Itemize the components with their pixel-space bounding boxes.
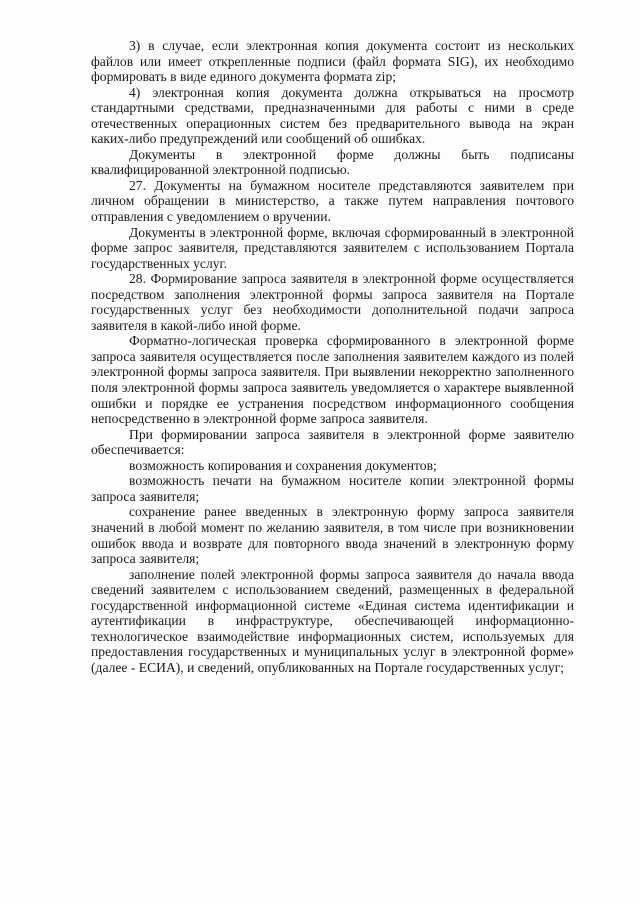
paragraph-electronic-docs: Документы в электронной форме, включая сформированный в электронной форме запрос заявителя, представляются заявителем с использованием Портала государственных услуг. <box>91 224 574 271</box>
document-body <box>91 38 574 675</box>
paragraph-provisions-intro: При формировании запроса заявителя в электронной форме заявителю обеспечивается: <box>91 426 574 458</box>
paragraph-esia: заполнение полей электронной формы запроса заявителя до начала ввода сведений заявителем с использованием сведений, размещенных в федеральной государственной информационной системе «Единая система идентификации и аутентификации в инфраструктуре, обеспечивающей информационно-технологическое взаимодействие информационных систем, используемых для предоставления государственных и муниципальных услуг в электронной форме» (далее - ЕСИА), и сведений, опубликованных на Портале государственных услуг; <box>91 566 574 675</box>
paragraph-format-check: Форматно-логическая проверка сформированного в электронной форме запроса заявителя осуществляется после заполнения заявителем каждого из полей электронной формы запроса заявителя. При выявлении некорректно заполненного поля электронной формы запроса заявитель уведомляется о характере выявленной ошибки и порядке ее устранения посредством информационного сообщения непосредственно в электронной форме запроса заявителя. <box>91 333 574 427</box>
paragraph-copy-save: возможность копирования и сохранения документов; <box>129 457 437 473</box>
paragraph-28: 28. Формирование запроса заявителя в электронной форме осуществляется посредством заполнения электронной формы запроса заявителя на Портале государственных услуг без необходимости дополнительной подачи запроса заявителя в какой-либо иной форме. <box>91 271 574 333</box>
paragraph-signature: Документы в электронной форме должны быть подписаны квалифицированной электронной подписью. <box>91 146 574 178</box>
paragraph-save-values: сохранение ранее введенных в электронную форму запроса заявителя значений в любой момент по желанию заявителя, в том числе при возникновении ошибок ввода и возврате для повторного ввода значений в электронную форму запроса заявителя; <box>91 504 574 567</box>
paragraph-print: возможность печати на бумажном носителе копии электронной формы запроса заявителя; <box>91 473 574 504</box>
paragraph-item-3: 3) в случае, если электронная копия документа состоит из нескольких файлов или имеет открепленные подписи (файл формата SIG), их необходимо формировать в виде единого документа формата zip; <box>91 38 574 85</box>
paragraph-27: 27. Документы на бумажном носителе представляются заявителем при личном обращении в министерство, а также путем направления почтового отправления с уведомлением о вручении. <box>91 177 574 225</box>
paragraph-item-4: 4) электронная копия документа должна открываться на просмотр стандартными средствами, предназначенными для работы с ними в среде отечественных операционных систем без предварительного вывода на экран каких-либо предупреждений или сообщений об ошибках. <box>91 84 574 147</box>
